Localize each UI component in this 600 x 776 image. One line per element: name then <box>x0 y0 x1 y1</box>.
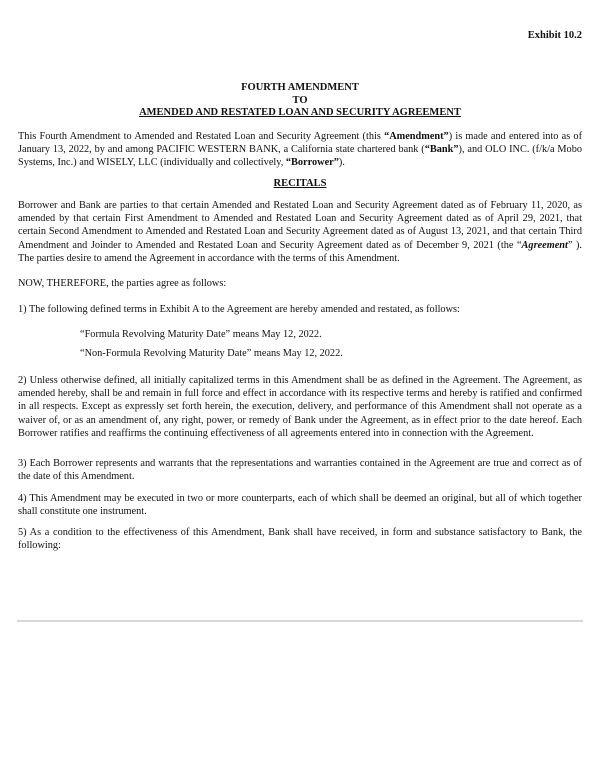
document-title <box>0 82 600 120</box>
title-line-1: FOURTH AMENDMENT <box>241 82 359 93</box>
clause-2: 2) Unless otherwise defined, all initially capitalized terms in this Amendment shall be as defined in the Agreement. The Agreement, as amended hereby, shall be and remain in full force and effect in accordance with its respective terms and hereby is ratified and confirmed in all respects. Except as expressly set forth herein, the execution, delivery, and performance of this Amendment shall not operate as a waiver of, or as an amendment of, any right, power, or remedy of Bank under the Agreement, as in effect prior to the date hereof. Each Borrower ratifies and reaffirms the continuing effectiveness of all agreements entered into in connection with the Agreement. <box>18 375 582 439</box>
recitals-paragraph <box>18 199 582 265</box>
definition-formula-revolving: “Formula Revolving Maturity Date” means May 12, 2022. <box>80 329 322 340</box>
recitals-heading: RECITALS <box>273 178 327 189</box>
intro-paragraph <box>18 130 582 170</box>
intro-text-4: ). <box>338 157 345 169</box>
exhibit-label: Exhibit 10.2 <box>527 30 582 41</box>
clause-3: 3) Each Borrower represents and warrants that the representations and warranties contained in the Agreement are true and correct as of the date of this Amendment. <box>18 458 582 483</box>
recitals-text-1: Borrower and Bank are parties to that certain Amended and Restated Loan and Security Agreement dated as of February 11, 2020, as amended by that certain First Amendment to Amended and Restated Loan and Security Agreement dated as of April 29, 2021, that certain Second Amendment to Amended and Restated Loan and Security Agreement dated as of August 13, 2021, and that certain Third Amendment and Joinder to Amended and Restated Loan and Security Agreement dated as of December 9, 2021 (the “ <box>18 200 582 251</box>
amendment-term: “Amendment” <box>384 131 449 142</box>
title-line-2: TO <box>292 94 308 106</box>
clause-4: 4) This Amendment may be executed in two or more counterparts, each of which shall be deemed an original, but all of which together shall constitute one instrument. <box>18 493 582 518</box>
definition-non-formula-revolving: “Non-Formula Revolving Maturity Date” means May 12, 2022. <box>80 348 343 359</box>
intro-text-2: ) is made and entered into as of January 13, 2022, by and among PACIFIC WESTERN BANK, a California state chartered bank ( <box>18 131 583 156</box>
intro-text-3: ), and OLO INC. (f/k/a Mobo Systems, Inc.) and WISELY, LLC (individually and collectively, <box>18 144 582 169</box>
bank-term: “Bank” <box>424 144 459 156</box>
agreement-term: Agreement <box>521 239 568 251</box>
title-line-3: AMENDED AND RESTATED LOAN AND SECURITY AGREEMENT <box>139 107 461 118</box>
page-divider <box>17 620 583 622</box>
borrower-term: “Borrower” <box>285 157 339 169</box>
intro-text-1: This Fourth Amendment to Amended and Restated Loan and Security Agreement (this <box>18 131 385 142</box>
now-therefore-paragraph: NOW, THEREFORE, the parties agree as follows: <box>18 278 227 289</box>
recitals-text-2: ” ). The parties desire to amend the Agreement in accordance with the terms of this Amendment. <box>18 239 582 264</box>
clause-5: 5) As a condition to the effectiveness of this Amendment, Bank shall have received, in form and substance satisfactory to Bank, the following: <box>18 527 582 552</box>
clause-1: 1) The following defined terms in Exhibit A to the Agreement are hereby amended and restated, as follows: <box>18 304 460 315</box>
